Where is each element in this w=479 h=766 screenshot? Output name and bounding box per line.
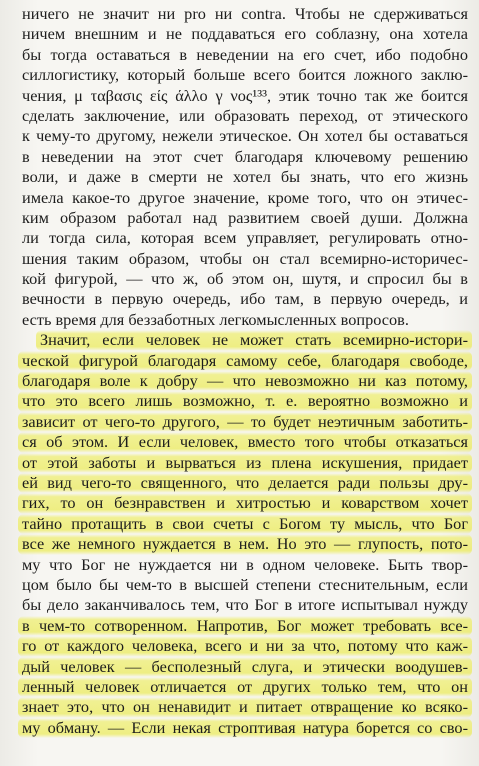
highlighted-line <box>22 412 468 432</box>
highlighted-line <box>22 697 468 717</box>
highlight-mark: гих, то он безнравствен и хитростью и коварством хочет <box>18 493 472 513</box>
page-text <box>22 4 468 738</box>
highlight-mark: благодаря воле к добру — что невозможно ни каз потому, <box>18 371 472 391</box>
highlighted-line <box>22 677 468 697</box>
highlight-mark: зависит от чего-то другого, — то будет неэтичным заботить- <box>18 412 472 432</box>
highlighted-line <box>22 473 468 493</box>
text-line: вечности в первую очередь, ибо там, в первую очередь, и <box>22 289 468 309</box>
text-line: кой фигурой, — что ж, об этом он, шутя, и спросил бы в <box>22 269 468 289</box>
text-line: бы тогда оставаться в неведении на его счет, ибо подобно <box>22 44 468 64</box>
text-line: ничем внешним и не поддаваться его соблазну, она хотела <box>22 24 468 44</box>
highlight-mark: го от каждого человека, всего и ни за что, потому что каж- <box>18 636 472 656</box>
highlight-mark: все же немного нуждается в нем. Но это — глупость, пото- <box>18 534 472 554</box>
text-line: цом было бы чем-то в высшей степени стеснительным, если <box>22 574 468 594</box>
text-line: ли тогда сила, которая всем управляет, регулировать отно- <box>22 228 468 248</box>
highlight-mark: от этой заботы и вырваться из плена искушения, придает <box>18 453 472 473</box>
highlighted-line <box>22 330 468 350</box>
highlighted-line <box>22 718 468 738</box>
text-line: к чему-то другому, нежели этическое. Он хотел бы оставаться <box>22 126 468 146</box>
highlighted-line <box>22 453 468 473</box>
text-line: шения таким образом, чтобы он стал всемирно-историчес- <box>22 248 468 268</box>
highlighted-line <box>22 616 468 636</box>
highlighted-line <box>22 534 468 554</box>
text-line: в неведении на этот счет благодаря ключевому решению <box>22 146 468 166</box>
highlighted-line <box>22 493 468 513</box>
text-line: бы дело заканчивалось тем, что Бог в итоге испытывал нужду <box>22 595 468 615</box>
text-line: сделать заключение, или образовать переход, от этического <box>22 105 468 125</box>
highlighted-line <box>22 657 468 677</box>
highlighted-line <box>22 636 468 656</box>
text-line: му что Бог не нуждается ни в одном человеке. Быть твор- <box>22 554 468 574</box>
highlighted-line <box>22 432 468 452</box>
highlighted-line <box>22 514 468 534</box>
highlighted-line <box>22 371 468 391</box>
highlight-mark: ленный человек отличается от других только тем, что он <box>18 677 472 697</box>
highlight-mark: му обману. — Если некая строптивая натура борется со сво- <box>18 718 472 738</box>
text-line: есть время для беззаботных легкомысленных вопросов. <box>22 309 409 329</box>
highlight-mark: знает это, что он ненавидит и питает отвращение ко всяко- <box>18 697 472 717</box>
highlight-mark: дый человек — бесполезный слуга, и этически воодушев- <box>18 657 472 677</box>
text-line: чения, μ ταβασις είς άλλο γ νος¹³³, этик точно так же боится <box>22 85 468 105</box>
text-line: силлогистику, который больше всего боится ложного заклю- <box>22 65 468 85</box>
highlight-mark: тайно протащить в свои счеты с Богом ту мысль, что Бог <box>18 514 472 534</box>
highlight-mark: ей вид чего-то священного, что делается ради пользы дру- <box>18 473 472 493</box>
highlighted-line <box>22 391 468 411</box>
highlight-mark: ческой фигурой благодаря самому себе, благодаря свободе, <box>18 351 472 371</box>
highlight-mark: в чем-то сотворенном. Напротив, Бог может требовать все- <box>18 616 472 636</box>
text-line: ким образом работал над развитием своей души. Должна <box>22 207 468 227</box>
text-line: воли, и даже в смерти не хотел бы знать, что его жизнь <box>22 167 468 187</box>
highlighted-line <box>22 351 468 371</box>
text-line: ничего не значит ни pro ни contra. Чтобы не сдерживаться <box>22 4 468 23</box>
text-line: имела какое-то другое значение, кроме того, что он этичес- <box>22 187 468 207</box>
highlight-mark: Значит, если человек не может стать всемирно-истори- <box>36 330 472 350</box>
highlight-mark: что это всего лишь возможно, т. е. вероятно возможно и <box>18 391 472 411</box>
highlight-mark: ся об этом. И если человек, вместо того чтобы отказаться <box>18 432 472 452</box>
